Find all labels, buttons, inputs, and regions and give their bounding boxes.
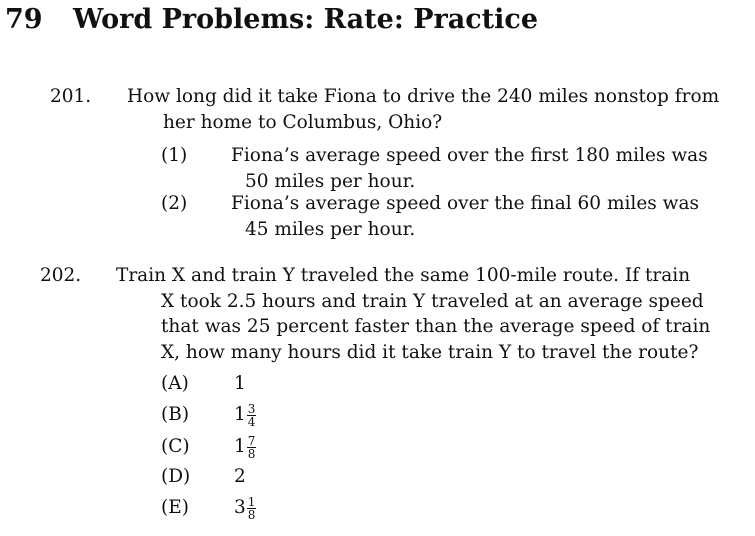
fraction-denominator: 8: [247, 507, 256, 522]
stem-line: How long did it take Fiona to drive the 240 miles nonstop from: [127, 86, 720, 107]
stem-line: her home to Columbus, Ohio?: [163, 111, 443, 133]
choice-label: (E): [161, 497, 189, 518]
section-title: Word Problems: Rate: Practice: [73, 4, 538, 35]
choice-whole: 2: [234, 466, 246, 487]
statement-line: 45 miles per hour.: [245, 218, 416, 240]
statement-line: Fiona’s average speed over the final 60 miles was: [231, 193, 700, 214]
choice-value: [234, 464, 246, 490]
fraction: [247, 435, 257, 460]
choice-whole: 1: [234, 404, 246, 425]
stem-line: X, how many hours did it take train Y to travel the route?: [161, 341, 699, 363]
choice-label: (A): [161, 373, 189, 394]
fraction-denominator: 8: [247, 446, 256, 461]
section-number: 79: [5, 4, 43, 35]
statement-line: 50 miles per hour.: [245, 170, 416, 192]
fraction-numerator: 1: [247, 494, 256, 509]
question-number: 202.: [40, 265, 82, 286]
choice-whole: 1: [234, 436, 246, 457]
statement-line: Fiona’s average speed over the first 180 miles was: [231, 145, 708, 166]
stem-line: Train X and train Y traveled the same 100-mile route. If train: [116, 265, 691, 286]
question-stem: [127, 84, 719, 135]
statement-text: [231, 143, 708, 194]
question-202: [40, 263, 750, 533]
choice-label: (C): [161, 436, 190, 457]
choice-value: [234, 434, 256, 460]
stem-line: that was 25 percent faster than the average speed of train: [161, 316, 711, 337]
statement-label: (2): [161, 193, 188, 214]
fraction-numerator: 7: [247, 433, 256, 448]
fraction: [247, 403, 257, 428]
stem-line: X took 2.5 hours and train Y traveled at an average speed: [161, 290, 704, 312]
question-number: 201.: [50, 86, 92, 107]
statement-text: [231, 191, 699, 242]
choice-label: (D): [161, 466, 191, 487]
fraction-denominator: 4: [247, 414, 256, 429]
choice-label: (B): [161, 404, 190, 425]
fraction: [247, 496, 257, 521]
choice-value: [234, 402, 256, 428]
question-stem: [116, 263, 710, 365]
choice-whole: 1: [234, 373, 246, 394]
fraction-numerator: 3: [247, 401, 256, 416]
page-title: [5, 4, 538, 35]
choice-value: [234, 495, 256, 521]
question-201: [50, 84, 750, 244]
statement-label: (1): [161, 145, 188, 166]
choice-value: [234, 371, 246, 397]
choice-whole: 3: [234, 497, 246, 518]
